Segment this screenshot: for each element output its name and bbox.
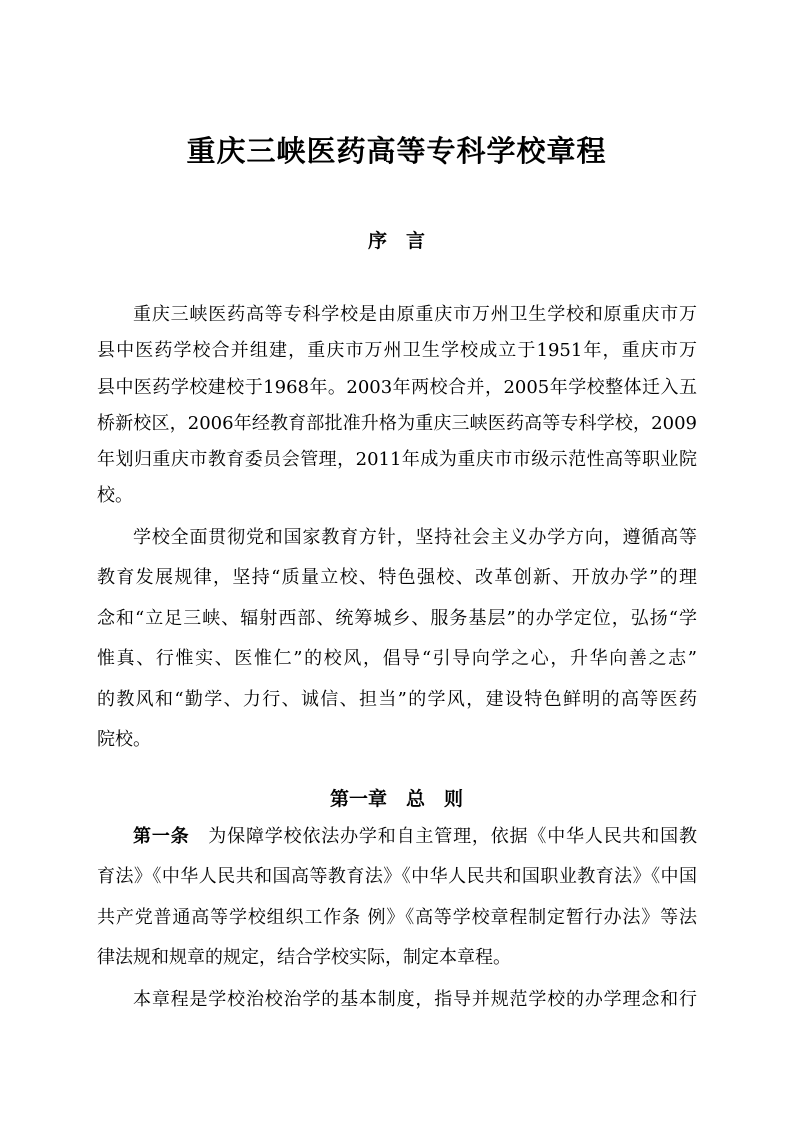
paragraph-line: 县中医药学校合并组建，重庆市万州卫生学校成立于1951年，重庆市万 xyxy=(97,340,697,361)
preface-heading: 序 言 xyxy=(367,230,425,252)
paragraph-line: 教育发展规律，坚持“质量立校、特色强校、改革创新、开放办学”的理 xyxy=(97,567,697,588)
article-line: 律法规和规章的规定，结合学校实际，制定本章程。 xyxy=(97,947,511,968)
paragraph-line: 念和“立足三峡、辐射西部、统筹城乡、服务基层”的办学定位，弘扬“学 xyxy=(97,608,697,629)
paragraph-line: 县中医药学校建校于1968年。2003年两校合并，2005年学校整体迁入五 xyxy=(97,377,697,398)
article-line: 育法》《中华人民共和国高等教育法》《中华人民共和国职业教育法》《中国 xyxy=(97,866,697,887)
paragraph-line: 桥新校区，2006年经教育部批准升格为重庆三峡医药高等专科学校，2009 xyxy=(97,413,697,434)
paragraph-line: 重庆三峡医药高等专科学校是由原重庆市万州卫生学校和原重庆市万 xyxy=(133,304,697,325)
document-title: 重庆三峡医药高等专科学校章程 xyxy=(186,134,607,168)
chapter-heading: 第一章 总 则 xyxy=(329,788,463,810)
article-text: 为保障学校依法办学和自主管理，依据《中华人民共和国教 xyxy=(189,826,697,847)
paragraph-line: 年划归重庆市教育委员会管理，2011年成为重庆市市级示范性高等职业院 xyxy=(97,449,697,470)
paragraph-line: 本章程是学校治校治学的基本制度，指导并规范学校的办学理念和行 xyxy=(133,989,697,1010)
paragraph-line: 学校全面贯彻党和国家教育方针，坚持社会主义办学方向，遵循高等 xyxy=(133,527,697,548)
article-line xyxy=(133,819,697,855)
paragraph-line: 校。 xyxy=(97,485,133,506)
paragraph-line: 的教风和“勤学、力行、诚信、担当”的学风，建设特色鲜明的高等医药 xyxy=(97,689,697,710)
paragraph-line: 院校。 xyxy=(97,729,151,750)
article-line: 共产党普通高等学校组织工作条 例》《高等学校章程制定暂行办法》等法 xyxy=(97,907,697,928)
paragraph-line: 惟真、行惟实、医惟仁”的校风，倡导“引导向学之心，升华向善之志” xyxy=(97,648,697,669)
article-label: 第一条 xyxy=(133,826,190,847)
